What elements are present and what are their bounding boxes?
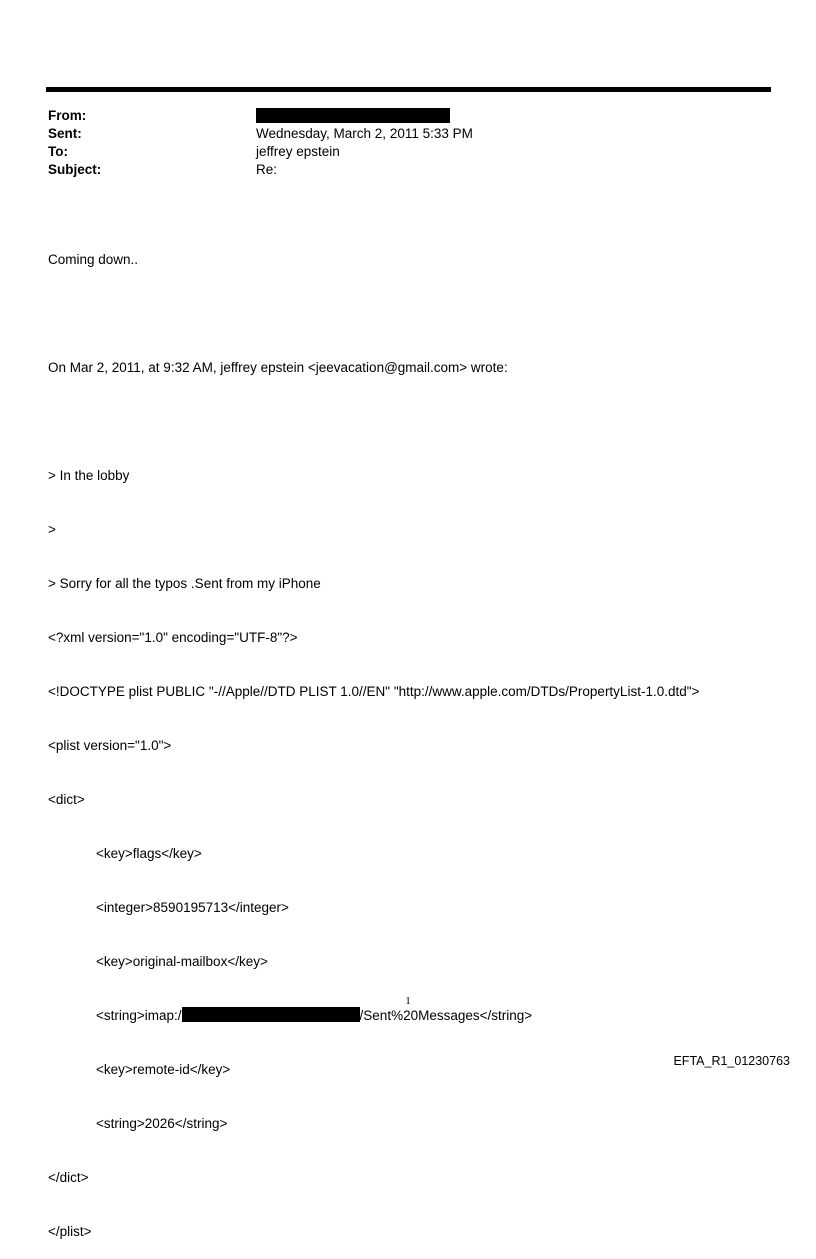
page-number: 1: [405, 995, 411, 1007]
plist-key-remote-id: <key>remote-id</key>: [96, 1062, 231, 1077]
to-row: [48, 143, 748, 161]
sent-row: [48, 125, 748, 143]
doctype-line: <!DOCTYPE plist PUBLIC "-//Apple//DTD PLIST 1.0//EN" "http://www.apple.com/DTDs/PropertyList-1.0.dtd">: [48, 684, 700, 699]
plist-key-flags: <key>flags</key>: [96, 846, 202, 861]
from-row: [48, 107, 748, 125]
email-header: [48, 107, 748, 179]
quoted-line: > Sorry for all the typos .Sent from my iPhone: [48, 576, 321, 591]
reply-text: Coming down..: [48, 252, 139, 267]
quote-attribution: On Mar 2, 2011, at 9:32 AM, jeffrey epstein <jeevacation@gmail.com> wrote:: [48, 360, 508, 375]
imap-suffix: /Sent%20Messages</string>: [359, 1008, 533, 1023]
quoted-line: > In the lobby: [48, 468, 130, 483]
redaction-block: [182, 1007, 360, 1022]
plist-integer-flags: <integer>8590195713</integer>: [96, 900, 289, 915]
xml-declaration: <?xml version="1.0" encoding="UTF-8"?>: [48, 630, 298, 645]
plist-string-imap: [48, 1007, 788, 1025]
plist-key-mailbox: <key>original-mailbox</key>: [96, 954, 268, 969]
document-id: EFTA_R1_01230763: [673, 1054, 790, 1068]
to-value: jeffrey epstein: [256, 144, 340, 159]
redaction-block: [256, 108, 450, 123]
dict-close-tag: </dict>: [48, 1170, 89, 1185]
from-value: [256, 107, 450, 125]
subject-label: Subject:: [48, 162, 102, 177]
subject-row: [48, 161, 748, 179]
imap-prefix: <string>imap:/: [96, 1008, 182, 1023]
email-body: [48, 215, 788, 1259]
plist-string-remote-id: <string>2026</string>: [96, 1116, 228, 1131]
quoted-line: >: [48, 522, 56, 537]
to-label: To:: [48, 144, 68, 159]
subject-value: Re:: [256, 162, 278, 177]
sent-value: Wednesday, March 2, 2011 5:33 PM: [256, 126, 473, 141]
spacer: [48, 305, 788, 323]
sent-label: Sent:: [48, 126, 82, 141]
plist-open-tag: <plist version="1.0">: [48, 738, 172, 753]
header-divider: [46, 87, 771, 92]
dict-open-tag: <dict>: [48, 792, 85, 807]
from-label: From:: [48, 108, 87, 123]
spacer: [48, 413, 788, 431]
plist-close-tag: </plist>: [48, 1224, 92, 1239]
